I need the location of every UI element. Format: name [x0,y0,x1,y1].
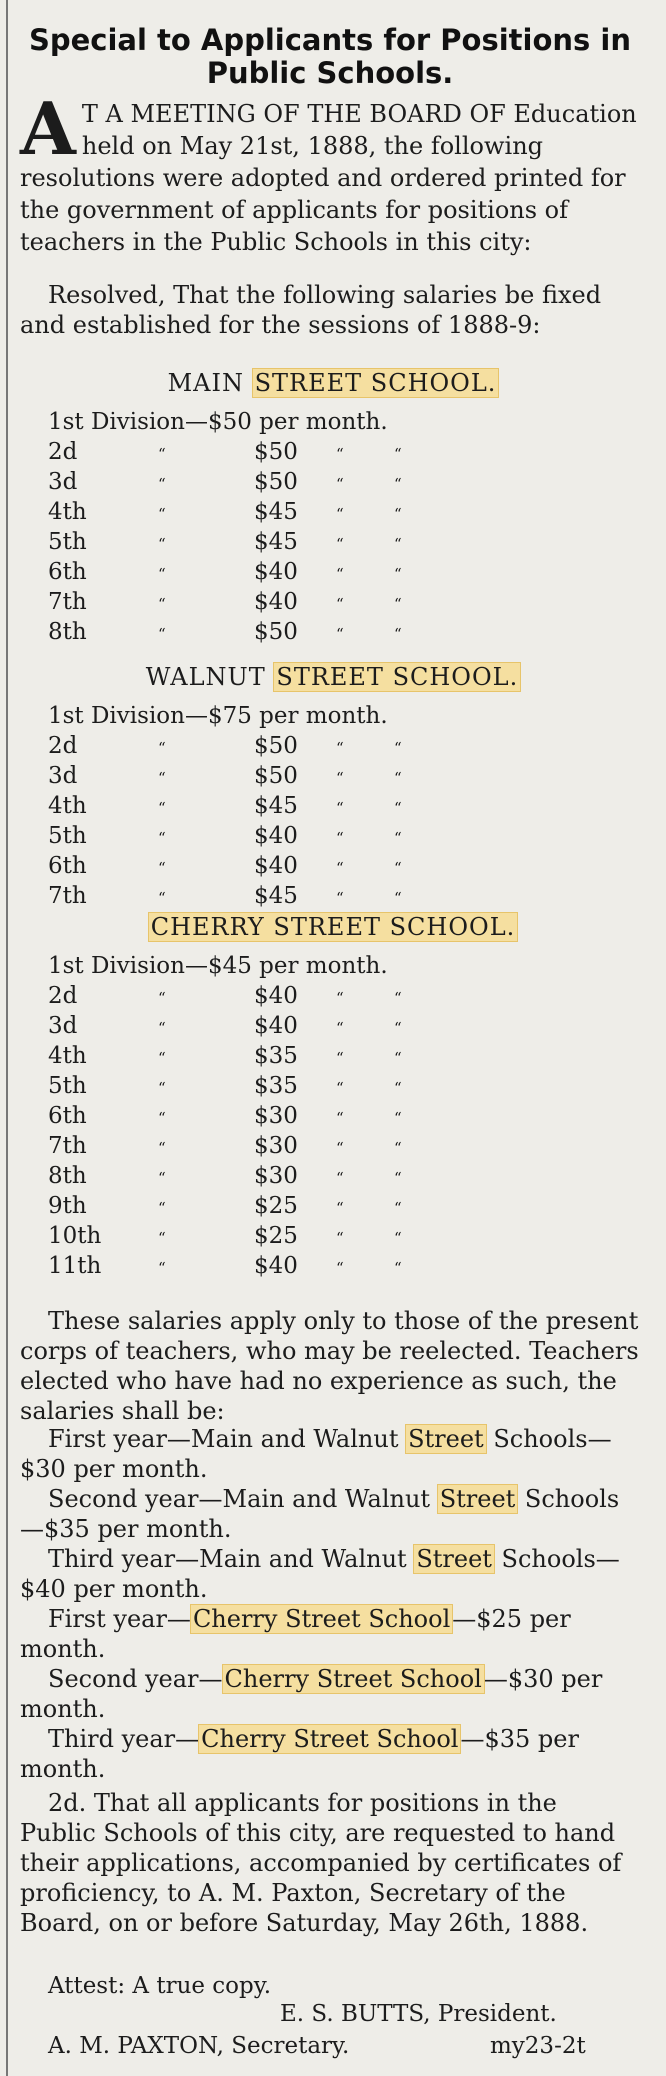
ditto-mark: “ [158,505,166,523]
highlighted-term: Street [416,1545,492,1573]
salary-amount: $35 [254,1043,298,1069]
ditto-mark: “ [158,769,166,787]
ditto-mark: “ [336,889,344,907]
division-label: 2d [48,439,78,465]
division-label: 7th [48,1133,87,1159]
division-row [48,1102,452,1132]
ditto-mark: “ [394,1259,402,1277]
year-salary-paragraph [20,1664,640,1724]
ditto-mark: “ [394,505,402,523]
year-salary: —$35 per month. [20,1725,579,1783]
school-title [0,368,666,398]
headline: Special to Applicants for Positions in Public Schools. [28,23,632,90]
division-row [48,1012,452,1042]
ditto-mark: “ [336,565,344,583]
lead-text: T A MEETING OF THE BOARD OF Education held on May 21st, 1888, the following resolutions were adopted and ordered printed for the government of applicants for positions of teachers in the Public Schools in this city: [20,100,637,256]
division-row [48,882,452,912]
division-row [48,852,452,882]
ditto-mark: “ [394,445,402,463]
lead-paragraph [20,86,640,258]
ditto-mark: “ [158,1259,166,1277]
division-row [48,618,452,648]
division-row [48,792,452,822]
ditto-mark: “ [158,989,166,1007]
resolved-paragraph: Resolved, That the following salaries be fixed and established for the sessions of 1888-9: [20,281,602,339]
salary-amount: $50 [254,763,298,789]
year-text: First year—Main and Walnut [48,1425,407,1453]
division-label: 8th [48,1163,87,1189]
year-salary: Schools—$40 per month. [20,1545,620,1603]
salary-amount: $30 [254,1133,298,1159]
ditto-mark: “ [336,739,344,757]
salary-amount: $35 [254,1073,298,1099]
drop-cap: A [20,86,76,171]
division-row-first: 1st Division—$45 per month. [48,953,388,979]
salary-amount: $40 [254,983,298,1009]
year-text: Second year—Main and Walnut [48,1485,438,1513]
division-row [48,558,452,588]
ditto-mark: “ [394,595,402,613]
ditto-mark: “ [158,1079,166,1097]
year-salary: Schools—$30 per month. [20,1425,612,1483]
ditto-mark: “ [158,1109,166,1127]
ditto-mark: “ [394,1139,402,1157]
ditto-mark: “ [394,1079,402,1097]
ditto-mark: “ [336,1109,344,1127]
salary-amount: $30 [254,1163,298,1189]
ditto-mark: “ [394,1229,402,1247]
division-label: 5th [48,529,87,555]
secretary-signature: A. M. PAXTON, Secretary. [48,2033,350,2059]
division-row [48,1162,452,1192]
ditto-mark: “ [336,1079,344,1097]
ditto-mark: “ [394,859,402,877]
ditto-mark: “ [394,1199,402,1217]
year-text: First year— [48,1605,191,1633]
division-row [48,1132,452,1162]
ditto-mark: “ [158,829,166,847]
ditto-mark: “ [394,769,402,787]
year-salary-paragraph [20,1424,640,1484]
division-row [48,468,452,498]
division-row [48,1252,452,1282]
salary-amount: $40 [254,1253,298,1279]
year-text: Third year—Main and Walnut [48,1545,415,1573]
highlighted-term: Street [408,1425,484,1453]
ditto-mark: “ [336,1169,344,1187]
year-salary-paragraph [20,1544,640,1604]
division-row [48,732,452,762]
ditto-mark: “ [336,595,344,613]
attest-line: Attest: A true copy. [48,1973,272,1999]
division-row [48,822,452,852]
division-label: 7th [48,589,87,615]
ditto-mark: “ [336,445,344,463]
salary-amount: $40 [254,853,298,879]
ditto-mark: “ [158,1169,166,1187]
president-signature: E. S. BUTTS, President. [280,2001,557,2027]
salary-amount: $45 [254,529,298,555]
division-row-first: 1st Division—$50 per month. [48,409,388,435]
ditto-mark: “ [394,799,402,817]
ditto-mark: “ [336,799,344,817]
highlighted-term: Cherry Street School [201,1725,459,1753]
division-label: 7th [48,883,87,909]
ditto-mark: “ [336,989,344,1007]
salary-amount: $50 [254,733,298,759]
ditto-mark: “ [394,1049,402,1067]
year-salary: —$30 per month. [20,1665,603,1723]
division-label: 11th [48,1253,102,1279]
ditto-mark: “ [394,565,402,583]
division-label: 6th [48,853,87,879]
highlighted-term: Cherry Street School [192,1605,451,1633]
division-row [48,1222,452,1252]
division-label: 8th [48,619,87,645]
division-row-first: 1st Division—$75 per month. [48,703,388,729]
salary-amount: $40 [254,559,298,585]
school-name-prefix: WALNUT [145,663,275,691]
insertion-code: my23-2t [490,2033,586,2059]
ditto-mark: “ [336,1049,344,1067]
ditto-mark: “ [394,1169,402,1187]
ditto-mark: “ [336,829,344,847]
ditto-mark: “ [158,859,166,877]
ditto-mark: “ [336,859,344,877]
school-name-prefix: MAIN [167,369,253,397]
year-salary-paragraph [20,1724,640,1784]
ditto-mark: “ [158,595,166,613]
school-title [0,912,666,942]
ditto-mark: “ [158,535,166,553]
year-text: Second year— [48,1665,223,1693]
division-row [48,1192,452,1222]
division-row [48,1072,452,1102]
ditto-mark: “ [394,1109,402,1127]
school-name-highlight: STREET SCHOOL. [276,663,519,691]
ditto-mark: “ [336,1199,344,1217]
ditto-mark: “ [394,889,402,907]
ditto-mark: “ [158,1199,166,1217]
ditto-mark: “ [394,739,402,757]
division-label: 2d [48,733,78,759]
ditto-mark: “ [394,535,402,553]
salary-amount: $40 [254,823,298,849]
ditto-mark: “ [158,739,166,757]
ditto-mark: “ [158,565,166,583]
division-label: 4th [48,793,87,819]
salary-amount: $30 [254,1103,298,1129]
salary-amount: $45 [254,499,298,525]
school-name-highlight: CHERRY STREET SCHOOL. [150,913,516,941]
ditto-mark: “ [336,769,344,787]
ditto-mark: “ [394,625,402,643]
ditto-mark: “ [158,445,166,463]
division-row [48,438,452,468]
division-label: 4th [48,499,87,525]
year-text: Third year— [48,1725,200,1753]
division-label: 10th [48,1223,102,1249]
salary-amount: $50 [254,469,298,495]
division-row [48,498,452,528]
ditto-mark: “ [336,1139,344,1157]
division-label: 4th [48,1043,87,1069]
salary-amount: $40 [254,589,298,615]
division-label: 3d [48,763,78,789]
division-label: 6th [48,559,87,585]
ditto-mark: “ [158,1229,166,1247]
division-label: 2d [48,983,78,1009]
year-salary-paragraph [20,1484,640,1544]
ditto-mark: “ [394,989,402,1007]
second-resolution: 2d. That all applicants for positions in the Public Schools of this city, are requested to hand their applications, accompanied by certificates of proficiency, to A. M. Paxton, Secretary of the Board, on or before Saturday, May 26th, 1888. [20,1789,622,1937]
division-label: 9th [48,1193,87,1219]
ditto-mark: “ [336,505,344,523]
salary-amount: $25 [254,1193,298,1219]
division-label: 3d [48,1013,78,1039]
highlighted-term: Street [439,1485,516,1513]
ditto-mark: “ [158,1019,166,1037]
ditto-mark: “ [158,889,166,907]
ditto-mark: “ [336,475,344,493]
division-label: 6th [48,1103,87,1129]
division-label: 3d [48,469,78,495]
ditto-mark: “ [158,475,166,493]
ditto-mark: “ [158,1049,166,1067]
ditto-mark: “ [158,799,166,817]
division-row [48,528,452,558]
ditto-mark: “ [158,625,166,643]
division-label: 5th [48,1073,87,1099]
apply-paragraph: These salaries apply only to those of the present corps of teachers, who may be reelected. Teachers elected who have had no experience as such, the salaries shall be: [20,1307,639,1425]
ditto-mark: “ [336,625,344,643]
salary-amount: $50 [254,439,298,465]
division-row [48,1042,452,1072]
ditto-mark: “ [394,1019,402,1037]
year-salary-paragraph [20,1604,640,1664]
salary-amount: $45 [254,793,298,819]
ditto-mark: “ [336,1259,344,1277]
column-rule [6,0,8,2076]
ditto-mark: “ [394,829,402,847]
salary-amount: $40 [254,1013,298,1039]
school-title [0,662,666,692]
year-salary: Schools—$35 per month. [20,1485,620,1543]
ditto-mark: “ [394,475,402,493]
division-row [48,982,452,1012]
salary-amount: $50 [254,619,298,645]
ditto-mark: “ [336,535,344,553]
division-label: 5th [48,823,87,849]
division-row [48,762,452,792]
school-name-highlight: STREET SCHOOL. [254,369,497,397]
ditto-mark: “ [336,1229,344,1247]
salary-amount: $25 [254,1223,298,1249]
year-salary: —$25 per month. [20,1605,571,1663]
salary-amount: $45 [254,883,298,909]
ditto-mark: “ [158,1139,166,1157]
division-row [48,588,452,618]
highlighted-term: Cherry Street School [224,1665,482,1693]
ditto-mark: “ [336,1019,344,1037]
